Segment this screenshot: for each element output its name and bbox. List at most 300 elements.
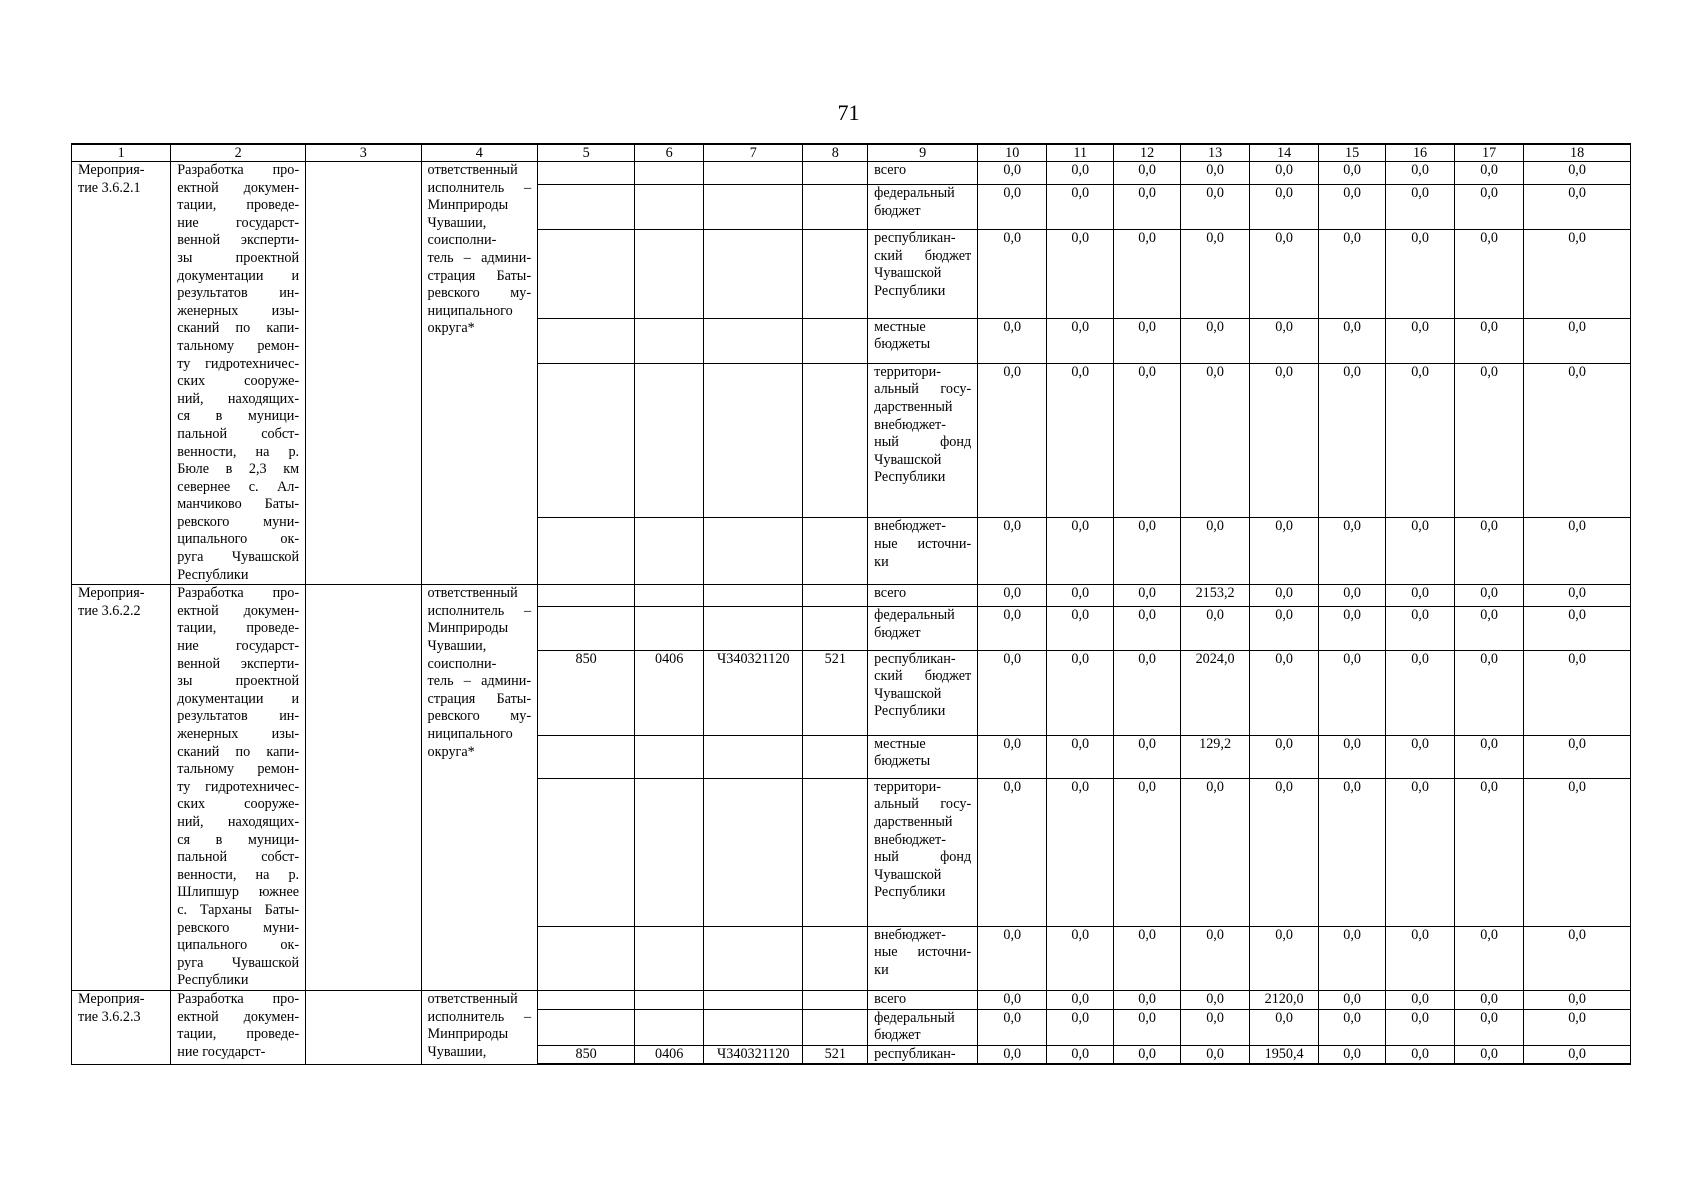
value-cell: 0,0 [1524,230,1631,319]
code-cell-c8 [803,990,868,1009]
value-cell: 0,0 [1455,650,1524,735]
description-line: ся в муници- [177,831,300,848]
code-cell-c8 [803,778,868,926]
column-header-13: 13 [1181,144,1250,162]
value-cell: 0,0 [1319,990,1386,1009]
description-line: зы проектной [177,673,300,690]
code-cell-c5 [538,1009,635,1045]
description-line: сканий по капи- [177,320,300,337]
value-cell: 0,0 [1250,185,1319,230]
description-line: пальной собст- [177,425,300,442]
column-header-2: 2 [171,144,306,162]
funding-source-line: республикан- [874,1045,956,1062]
description-cell [171,990,306,1064]
value-cell: 0,0 [1524,990,1631,1009]
value-cell: 0,0 [978,778,1047,926]
executor-line: ревского му- [427,708,532,725]
value-cell: 0,0 [978,185,1047,230]
value-cell: 0,0 [1455,1045,1524,1064]
column-header-1: 1 [72,144,171,162]
funding-source-line: ные источни- [874,944,972,961]
executor-line: соисполни- [427,232,497,249]
code-cell-c5 [538,607,635,650]
value-cell: 0,0 [1181,518,1250,585]
header-row [72,144,1631,162]
executor-line: исполнитель – [427,1008,532,1025]
value-cell: 0,0 [1319,650,1386,735]
description-line: ектной докумен- [177,1008,300,1025]
value-cell: 0,0 [978,230,1047,319]
value-cell: 0,0 [1181,607,1250,650]
empty-cell [306,585,421,991]
description-line: ципального ок- [177,531,300,548]
column-header-12: 12 [1114,144,1181,162]
description-cell [171,585,306,991]
value-cell: 129,2 [1181,735,1250,778]
funding-source-line: Республики [874,282,946,299]
description-line: венности, на р. [177,443,300,460]
funding-source-line: ный фонд [874,849,972,866]
funding-source-line: Республики [874,884,946,901]
code-cell-c7 [704,585,803,607]
code-cell-c6: 0406 [635,1045,704,1064]
executor-line: исполнитель – [427,179,532,196]
funding-source-line: всего [874,585,907,602]
description-line: ревского муни- [177,513,300,530]
funding-source-cell [868,778,978,926]
description-line: пальной собст- [177,849,300,866]
value-cell: 0,0 [1386,318,1455,363]
value-cell: 0,0 [1047,607,1114,650]
description-line: ектной докумен- [177,602,300,619]
code-cell-c8: 521 [803,650,868,735]
funding-source-cell [868,585,978,607]
value-cell: 0,0 [1524,1009,1631,1045]
funding-source-line: ки [874,961,889,978]
code-cell-c8 [803,735,868,778]
code-cell-c7 [704,518,803,585]
column-header-15: 15 [1319,144,1386,162]
executor-line: тель – админи- [427,673,532,690]
executor-line: Минприроды [427,197,509,214]
value-cell: 0,0 [1455,778,1524,926]
value-cell: 0,0 [978,1045,1047,1064]
column-header-4: 4 [421,144,538,162]
value-cell: 0,0 [1455,363,1524,517]
funding-source-line: Чувашской [874,685,942,702]
measure-cell [72,162,171,585]
code-cell-c6 [635,735,704,778]
description-line: ние государст- [177,1043,266,1060]
code-cell-c7 [704,990,803,1009]
value-cell: 0,0 [1319,162,1386,185]
description-line: ние государст- [177,638,300,655]
code-cell-c7: Ч340321120 [704,650,803,735]
funding-source-line: территори- [874,363,941,380]
description-line: ние государст- [177,214,300,231]
value-cell: 0,0 [1250,926,1319,990]
code-cell-c6 [635,318,704,363]
funding-source-line: бюджеты [874,336,931,353]
value-cell: 0,0 [1250,607,1319,650]
column-header-9: 9 [868,144,978,162]
description-line: женерных изы- [177,726,300,742]
value-cell: 0,0 [1524,162,1631,185]
value-cell: 0,0 [1114,990,1181,1009]
description-line: тации, проведе- [177,197,300,214]
code-cell-c6 [635,363,704,517]
measure-line: тие 3.6.2.1 [78,179,141,196]
funding-source-line: Чувашской [874,866,942,883]
measure-cell [72,990,171,1064]
code-cell-c7 [704,607,803,650]
code-cell-c7 [704,162,803,185]
value-cell: 0,0 [1386,926,1455,990]
description-cell [171,162,306,585]
funding-source-line: внебюджет- [874,518,946,535]
code-cell-c7 [704,185,803,230]
description-line: тальному ремон- [177,761,300,778]
code-cell-c5 [538,185,635,230]
value-cell: 0,0 [1047,585,1114,607]
value-cell: 0,0 [1455,162,1524,185]
description-line: венной эксперти- [177,655,300,672]
value-cell: 0,0 [1319,1009,1386,1045]
code-cell-c5: 850 [538,650,635,735]
value-cell: 0,0 [1455,585,1524,607]
value-cell: 0,0 [1524,607,1631,650]
value-cell: 0,0 [1250,585,1319,607]
value-cell: 0,0 [1047,185,1114,230]
column-header-8: 8 [803,144,868,162]
value-cell: 0,0 [1114,778,1181,926]
measure-line: Мероприя- [78,990,145,1007]
value-cell: 0,0 [1386,185,1455,230]
value-cell: 0,0 [1386,735,1455,778]
description-line: сканий по капи- [177,743,300,760]
description-line: тальному ремон- [177,337,300,354]
value-cell: 2120,0 [1250,990,1319,1009]
description-line: с. Тарханы Баты- [177,901,300,918]
column-header-17: 17 [1455,144,1524,162]
value-cell: 0,0 [1047,1045,1114,1064]
funding-source-cell [868,607,978,650]
code-cell-c6 [635,185,704,230]
value-cell: 0,0 [978,607,1047,650]
value-cell: 0,0 [1455,990,1524,1009]
value-cell: 0,0 [1181,230,1250,319]
executor-line: ревского му- [427,285,532,302]
description-line: Республики [177,566,249,583]
funding-source-line: республикан- [874,650,956,667]
value-cell: 0,0 [1524,363,1631,517]
executor-line: Чувашии, [427,1043,487,1060]
funding-source-cell [868,1009,978,1045]
value-cell: 0,0 [978,650,1047,735]
value-cell: 0,0 [1386,607,1455,650]
code-cell-c5 [538,585,635,607]
description-line: результатов ин- [177,708,300,725]
funding-source-cell [868,650,978,735]
value-cell: 0,0 [1524,1045,1631,1064]
value-cell: 0,0 [1455,230,1524,319]
executor-line: ниципального [427,302,513,319]
funding-source-cell [868,926,978,990]
value-cell: 0,0 [1455,518,1524,585]
funding-source-line: всего [874,990,907,1007]
description-line: венности, на р. [177,866,300,883]
code-cell-c5 [538,318,635,363]
value-cell: 0,0 [1047,162,1114,185]
description-line: Бюле в 2,3 км [177,461,300,478]
column-header-14: 14 [1250,144,1319,162]
measure-line: Мероприя- [78,585,145,602]
value-cell: 0,0 [1524,185,1631,230]
value-cell: 0,0 [1386,650,1455,735]
code-cell-c6 [635,1009,704,1045]
value-cell: 0,0 [1319,607,1386,650]
value-cell: 0,0 [1250,518,1319,585]
code-cell-c5 [538,735,635,778]
description-line: Республики [177,972,249,989]
funding-source-line: внебюджет- [874,416,946,433]
description-line: руга Чувашской [177,954,300,971]
description-line: Разработка про- [177,990,300,1007]
value-cell: 0,0 [978,518,1047,585]
funding-source-line: республикан- [874,230,956,247]
value-cell: 0,0 [1181,318,1250,363]
funding-source-line: Чувашской [874,265,942,282]
column-header-11: 11 [1047,144,1114,162]
value-cell: 0,0 [1047,926,1114,990]
value-cell: 0,0 [1114,185,1181,230]
value-cell: 0,0 [1114,607,1181,650]
value-cell: 0,0 [1047,230,1114,319]
funding-source-line: ский бюджет [874,247,972,264]
funding-source-line: ный фонд [874,434,972,451]
funding-source-line: альный госу- [874,381,972,398]
description-line: венной эксперти- [177,232,300,249]
description-line: ся в муници- [177,408,300,425]
funding-source-line: территори- [874,778,941,795]
funding-source-line: ский бюджет [874,668,972,685]
funding-source-cell [868,162,978,185]
funding-source-cell [868,318,978,363]
funding-source-line: Республики [874,703,946,720]
code-cell-c8 [803,1009,868,1045]
value-cell: 0,0 [1047,318,1114,363]
value-cell: 0,0 [978,990,1047,1009]
value-cell: 0,0 [1114,1009,1181,1045]
description-line: ских сооруже- [177,373,300,390]
value-cell: 0,0 [978,162,1047,185]
column-header-7: 7 [704,144,803,162]
code-cell-c5: 850 [538,1045,635,1064]
funding-source-line: дарственный [874,813,953,830]
value-cell: 0,0 [1319,518,1386,585]
code-cell-c7 [704,1009,803,1045]
value-cell: 0,0 [1047,1009,1114,1045]
value-cell: 0,0 [1386,518,1455,585]
value-cell: 0,0 [1047,990,1114,1009]
value-cell: 0,0 [1181,990,1250,1009]
value-cell: 0,0 [1047,518,1114,585]
measure-line: тие 3.6.2.3 [78,1008,141,1025]
value-cell: 0,0 [1319,778,1386,926]
value-cell: 0,0 [1047,650,1114,735]
value-cell: 0,0 [978,735,1047,778]
column-header-16: 16 [1386,144,1455,162]
value-cell: 0,0 [1319,230,1386,319]
code-cell-c6 [635,585,704,607]
description-line: Разработка про- [177,162,300,178]
funding-source-line: бюджет [874,1027,921,1044]
value-cell: 0,0 [1386,363,1455,517]
value-cell: 0,0 [1047,735,1114,778]
description-line: ту гидротехничес- [177,355,300,372]
funding-source-line: внебюджет- [874,926,946,943]
funding-source-line: дарственный [874,399,953,416]
value-cell: 0,0 [1114,1045,1181,1064]
value-cell: 0,0 [1250,1009,1319,1045]
description-line: ревского муни- [177,919,300,936]
code-cell-c8 [803,230,868,319]
value-cell: 0,0 [978,1009,1047,1045]
value-cell: 0,0 [1524,778,1631,926]
description-line: ских сооруже- [177,796,300,813]
executor-line: Чувашии, [427,638,487,655]
value-cell: 0,0 [1455,607,1524,650]
value-cell: 0,0 [1114,585,1181,607]
value-cell: 0,0 [1386,1009,1455,1045]
value-cell: 0,0 [1319,585,1386,607]
executor-line: ответственный [427,585,518,602]
funding-source-line: внебюджет- [874,831,946,848]
funding-source-line: Республики [874,469,946,486]
funding-source-line: федеральный [874,185,955,202]
funding-source-line: Чувашской [874,451,942,468]
value-cell: 0,0 [1524,318,1631,363]
code-cell-c6 [635,926,704,990]
description-line: женерных изы- [177,302,300,319]
table-body [72,162,1631,1065]
value-cell: 0,0 [1455,185,1524,230]
executor-line: ответственный [427,990,518,1007]
executor-line: исполнитель – [427,602,532,619]
code-cell-c7 [704,926,803,990]
value-cell: 0,0 [1250,162,1319,185]
value-cell: 0,0 [1114,363,1181,517]
code-cell-c8 [803,518,868,585]
funding-source-cell [868,735,978,778]
description-line: документации и [177,267,300,284]
funding-source-cell [868,363,978,517]
value-cell: 0,0 [1181,185,1250,230]
column-header-3: 3 [306,144,421,162]
column-header-6: 6 [635,144,704,162]
description-line: ний, находящих- [177,813,300,830]
value-cell: 0,0 [1114,518,1181,585]
value-cell: 0,0 [1524,585,1631,607]
code-cell-c6 [635,607,704,650]
description-line: манчиково Баты- [177,496,300,513]
table-row [72,990,1631,1009]
executor-line: Чувашии, [427,214,487,231]
code-cell-c5 [538,162,635,185]
code-cell-c6 [635,990,704,1009]
executor-line: страция Баты- [427,690,532,707]
code-cell-c7 [704,735,803,778]
funding-source-cell [868,518,978,585]
value-cell: 0,0 [978,585,1047,607]
funding-source-line: ные источни- [874,535,972,552]
value-cell: 2153,2 [1181,585,1250,607]
executor-cell [421,162,538,585]
value-cell: 1950,4 [1250,1045,1319,1064]
code-cell-c8 [803,162,868,185]
code-cell-c6 [635,518,704,585]
value-cell: 0,0 [1114,318,1181,363]
code-cell-c7 [704,778,803,926]
funding-source-cell [868,230,978,319]
code-cell-c6 [635,778,704,926]
table-row [72,585,1631,607]
value-cell: 0,0 [1455,735,1524,778]
description-line: Шлипшур южнее [177,884,300,901]
table-row [72,162,1631,185]
executor-cell [421,990,538,1064]
value-cell: 0,0 [1114,735,1181,778]
funding-source-line: федеральный [874,1009,955,1026]
measure-cell [72,585,171,991]
value-cell: 0,0 [1250,650,1319,735]
value-cell: 0,0 [1250,230,1319,319]
value-cell: 0,0 [1114,162,1181,185]
funding-source-cell [868,185,978,230]
code-cell-c8 [803,318,868,363]
code-cell-c5 [538,990,635,1009]
value-cell: 0,0 [978,363,1047,517]
value-cell: 0,0 [1524,735,1631,778]
description-line: документации и [177,690,300,707]
funding-source-cell [868,1045,978,1064]
value-cell: 0,0 [978,926,1047,990]
executor-line: ниципального [427,726,513,742]
value-cell: 0,0 [1319,735,1386,778]
value-cell: 0,0 [1250,778,1319,926]
value-cell: 0,0 [1455,1009,1524,1045]
value-cell: 0,0 [1386,778,1455,926]
value-cell: 0,0 [978,318,1047,363]
code-cell-c7 [704,318,803,363]
funding-source-cell [868,990,978,1009]
value-cell: 0,0 [1250,363,1319,517]
empty-cell [306,162,421,585]
code-cell-c8 [803,607,868,650]
funding-source-line: местные [874,318,926,335]
column-header-18: 18 [1524,144,1631,162]
value-cell: 2024,0 [1181,650,1250,735]
funding-source-line: альный госу- [874,796,972,813]
code-cell-c8 [803,185,868,230]
funding-source-line: ки [874,553,889,570]
value-cell: 0,0 [1455,318,1524,363]
code-cell-c5 [538,926,635,990]
code-cell-c7 [704,230,803,319]
executor-line: Минприроды [427,620,509,637]
code-cell-c5 [538,778,635,926]
executor-cell [421,585,538,991]
